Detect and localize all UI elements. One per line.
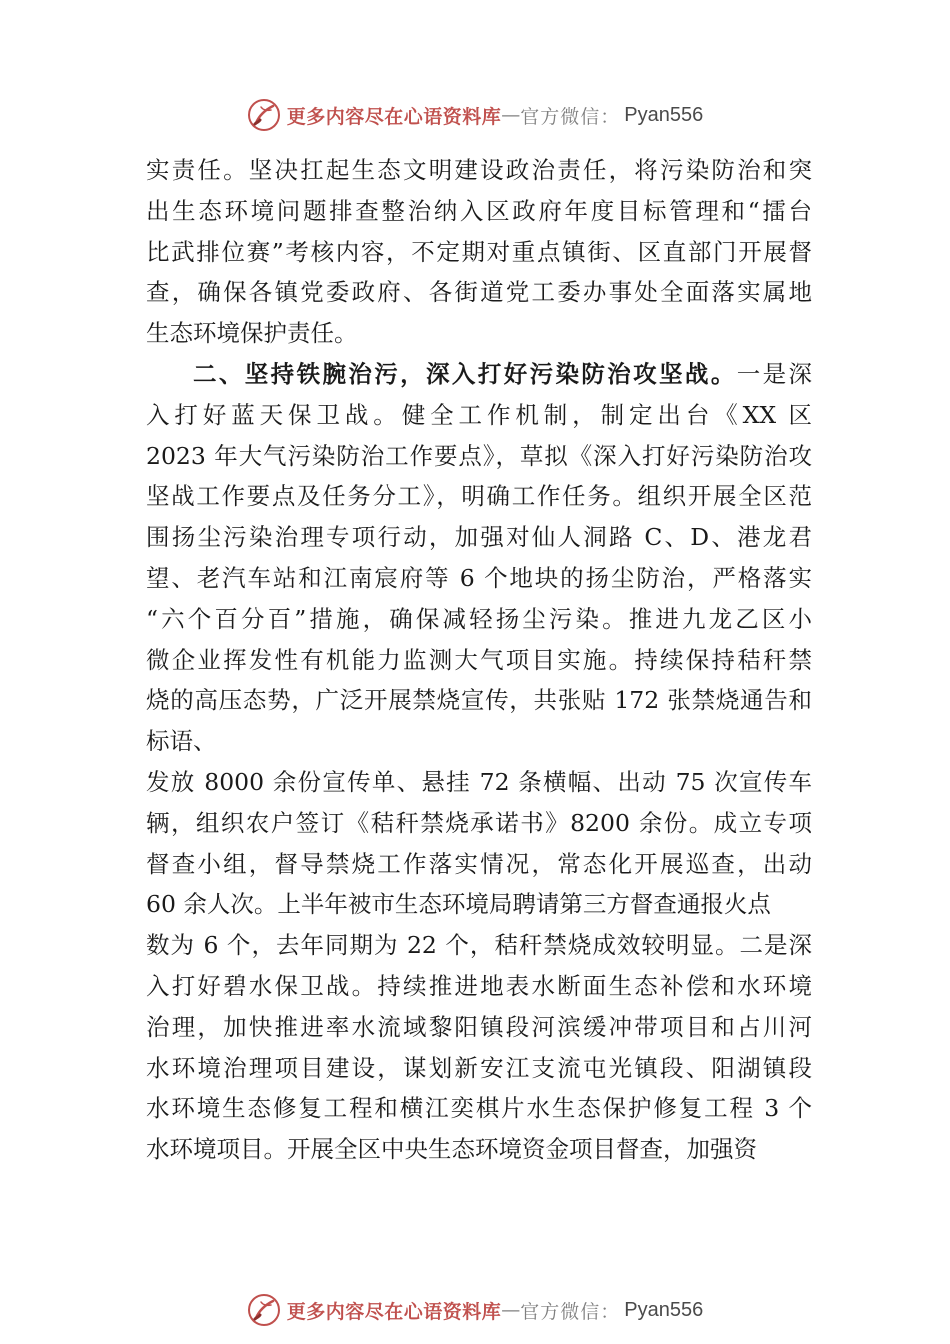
watermark-separator: —	[501, 104, 521, 126]
body-line: 实责任。坚决扛起生态文明建设政治责任，将污染防治和突	[146, 156, 812, 184]
body-line: 60 余人次。上半年被市生态环境局聘请第三方督查通报火点	[146, 890, 771, 919]
body-line: 督查小组，督导禁烧工作落实情况，常态化开展巡查，出动	[146, 849, 812, 878]
body-line: 入打好蓝天保卫战。健全工作机制，制定出台《XX 区	[146, 400, 812, 429]
body-line: 比武排位赛”考核内容，不定期对重点镇街、区直部门开展督	[146, 237, 812, 266]
body-line: 生态环境保护责任。	[146, 319, 358, 348]
body-line: 标语、	[146, 727, 217, 756]
body-line: 数为 6 个，去年同期为 22 个，秸秆禁烧成效较明显。二是深	[146, 931, 812, 960]
body-line: 望、老汽车站和江南宸府等 6 个地块的扬尘防治，严格落实	[146, 563, 812, 592]
body-line: 水环境项目。开展全区中央生态环境资金项目督查，加强资	[146, 1135, 757, 1164]
body-line: 水环境生态修复工程和横江奕棋片水生态保护修复工程 3 个	[146, 1094, 812, 1123]
body-line: 烧的高压态势，广泛开展禁烧宣传，共张贴 172 张禁烧通告和	[146, 686, 812, 715]
watermark-label: 官方微信：	[520, 1300, 621, 1323]
body-line: 辆，组织农户签订《秸秆禁烧承诺书》8200 余份。成立专项	[146, 808, 812, 837]
watermark-label: 官方微信：	[520, 105, 621, 128]
body-line: 坚战工作要点及任务分工》，明确工作任务。组织开展全区范	[146, 482, 812, 511]
body-line: “六个百分百”措施，确保减轻扬尘污染。推进九龙乙区小	[146, 604, 812, 633]
header-watermark	[0, 95, 950, 135]
section-heading: 二、坚持铁腕治污，深入打好污染防治攻坚战。	[193, 359, 737, 388]
body-line: 水环境治理项目建设，谋划新安江支流屯光镇段、阳湖镇段	[146, 1053, 812, 1082]
body-line: 查，确保各镇党委政府、各街道党工委办事处全面落实属地	[146, 278, 812, 307]
body-line: 围扬尘污染治理专项行动，加强对仙人洞路 C、D、港龙君	[146, 523, 812, 552]
watermark-brand: 更多内容尽在心语资料库	[286, 1300, 502, 1323]
watermark-brand: 更多内容尽在心语资料库	[286, 105, 502, 128]
footer-watermark	[0, 1290, 950, 1330]
watermark-separator: —	[501, 1299, 521, 1321]
body-line: 2023 年大气污染防治工作要点》，草拟《深入打好污染防治攻	[146, 441, 812, 470]
body-line: 治理，加快推进率水流域黎阳镇段河滨缓冲带项目和占川河	[146, 1012, 812, 1041]
body-line: 入打好碧水保卫战。持续推进地表水断面生态补偿和水环境	[146, 971, 812, 1000]
watermark-wechat-id: Pyan556	[624, 103, 704, 126]
body-line: 出生态环境问题排查整治纳入区政府年度目标管理和“擂台	[146, 196, 812, 225]
section-heading-line	[146, 354, 812, 395]
watermark-wechat-id: Pyan556	[624, 1298, 704, 1321]
body-text: 一是深	[736, 359, 812, 388]
brush-logo-icon	[247, 98, 281, 132]
document-body	[146, 150, 812, 1170]
brush-logo-icon	[247, 1293, 281, 1327]
body-line: 微企业挥发性有机能力监测大气项目实施。持续保持秸秆禁	[146, 645, 812, 674]
body-line: 发放 8000 余份宣传单、悬挂 72 条横幅、出动 75 次宣传车	[146, 767, 812, 796]
